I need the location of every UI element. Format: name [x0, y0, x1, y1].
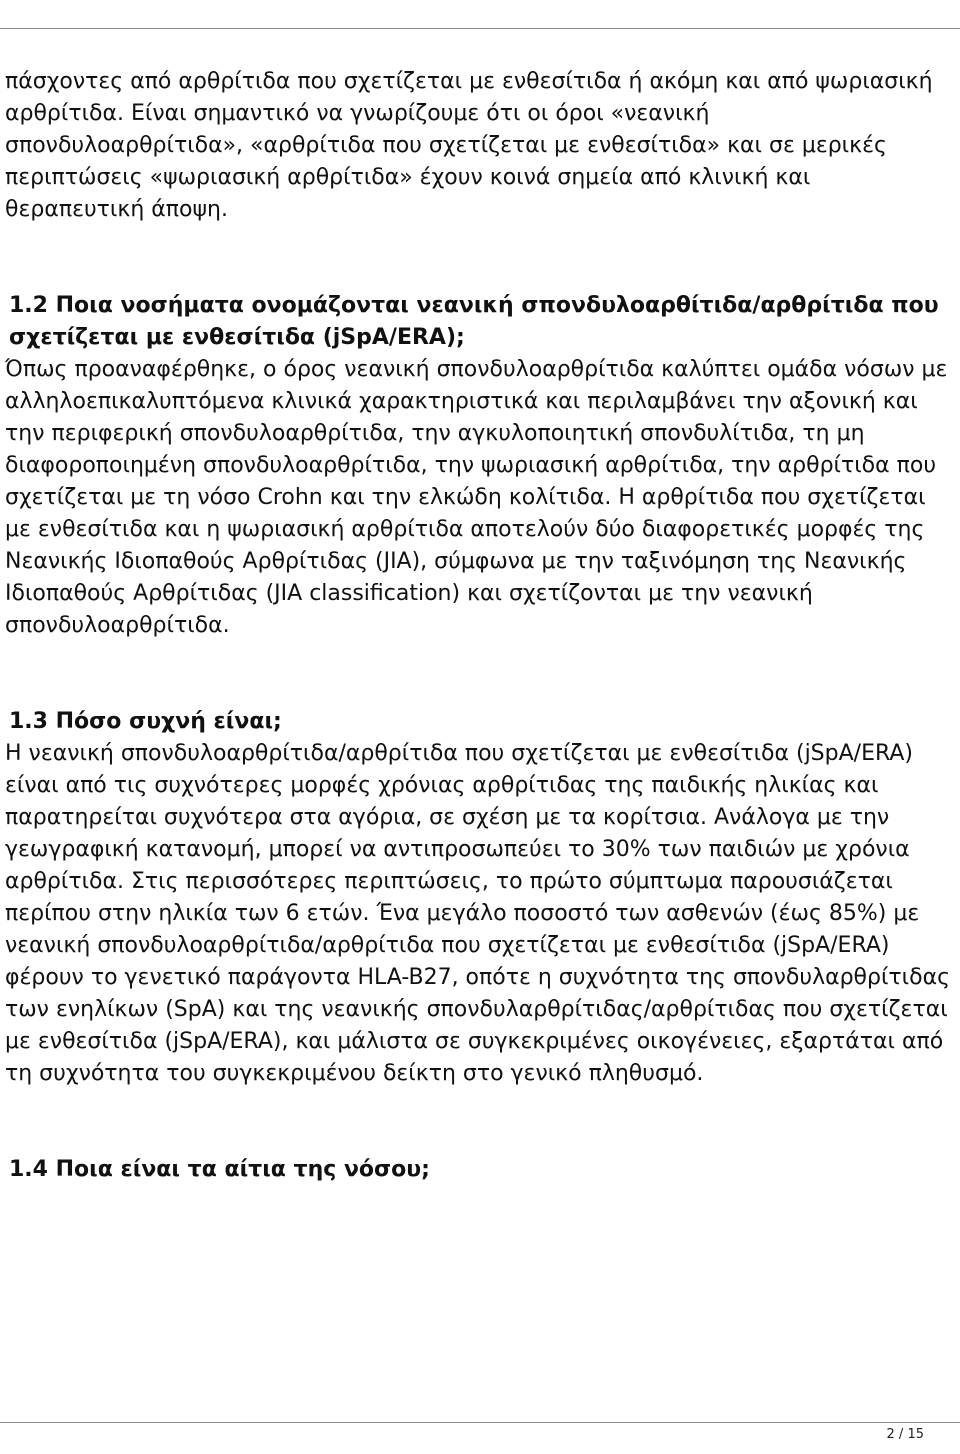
header-divider [0, 28, 960, 29]
section-paragraph-1-2: Όπως προαναφέρθηκε, ο όρος νεανική σπονδυλοαρθρίτιδα καλύπτει ομάδα νόσων με αλληλοεπικαλυπτόμενα κλινικά χαρακτηριστικά και περιλαμβάνει την αξονική και την περιφερική σπονδυλοαρθρίτιδα, την αγκυλοποιητική σπονδυλίτιδα, τη μη διαφοροποιημένη σπονδυλοαρθρίτιδα, την ψωριασική αρθρίτιδα, την αρθρίτιδα που σχετίζεται με τη νόσο Crohn και την ελκώδη κολίτιδα. Η αρθρίτιδα που σχετίζεται με ενθεσίτιδα και η ψωριασική αρθρίτιδα αποτελούν δύο διαφορετικές μορφές της Νεανικής Ιδιοπαθούς Αρθρίτιδας (JIA), σύμφωνα με την ταξινόμηση της Νεανικής Ιδιοπαθούς Αρθρίτιδας (JIA classification) και σχετίζονται με την νεανική σπονδυλοαρθρίτιδα. [5, 357, 948, 638]
section-heading-1-4: 1.4 Ποια είναι τα αίτια της νόσου; [9, 1157, 430, 1182]
section-heading-1-3: 1.3 Πόσο συχνή είναι; [9, 709, 282, 734]
document-body [5, 66, 950, 1186]
section-heading-1-2: 1.2 Ποια νοσήματα ονομάζονται νεανική σπονδυλοαρθίτιδα/αρθρίτιδα που σχετίζεται με ενθεσίτιδα (jSpA/ERA); [9, 293, 939, 350]
section-paragraph-1-3: Η νεανική σπονδυλοαρθρίτιδα/αρθρίτιδα που σχετίζεται με ενθεσίτιδα (jSpA/ERA) είναι από τις συχνότερες μορφές χρόνιας αρθρίτιδας της παιδικής ηλικίας και παρατηρείται συχνότερα στα αγόρια, σε σχέση με τα κορίτσια. Ανάλογα με την γεωγραφική κατανομή, μπορεί να αντιπροσωπεύει το 30% των παιδιών με χρόνια αρθρίτιδα. Στις περισσότερες περιπτώσεις, το πρώτο σύμπτωμα παρουσιάζεται περίπου στην ηλικία των 6 ετών. Ένα μεγάλο ποσοστό των ασθενών (έως 85%) με νεανική σπονδυλοαρθρίτιδα/αρθρίτιδα που σχετίζεται με ενθεσίτιδα (jSpA/ERA) φέρουν το γενετικό παράγοντα HLA-B27, οπότε η συχνότητα της σπονδυλαρθρίτιδας των ενηλίκων (SpA) και της νεανικής σπονδυλαρθρίτιδας/αρθρίτιδας που σχετίζεται με ενθεσίτιδα (jSpA/ERA), και μάλιστα σε συγκεκριμένες οικογένειες, εξαρτάται από τη συχνότητα του συγκεκριμένου δείκτη στο γενικό πληθυσμό. [5, 741, 950, 1086]
intro-paragraph: πάσχοντες από αρθρίτιδα που σχετίζεται με ενθεσίτιδα ή ακόμη και από ψωριασική αρθρίτιδα. Είναι σημαντικό να γνωρίζουμε ότι οι όροι «νεανική σπονδυλοαρθρίτιδα», «αρθρίτιδα που σχετίζεται με ενθεσίτιδα» και σε μερικές περιπτώσεις «ψωριασική αρθρίτιδα» έχουν κοινά σημεία από κλινική και θεραπευτική άποψη. [5, 69, 933, 222]
page-number: 2 / 15 [886, 1427, 924, 1442]
footer-divider [0, 1422, 960, 1423]
